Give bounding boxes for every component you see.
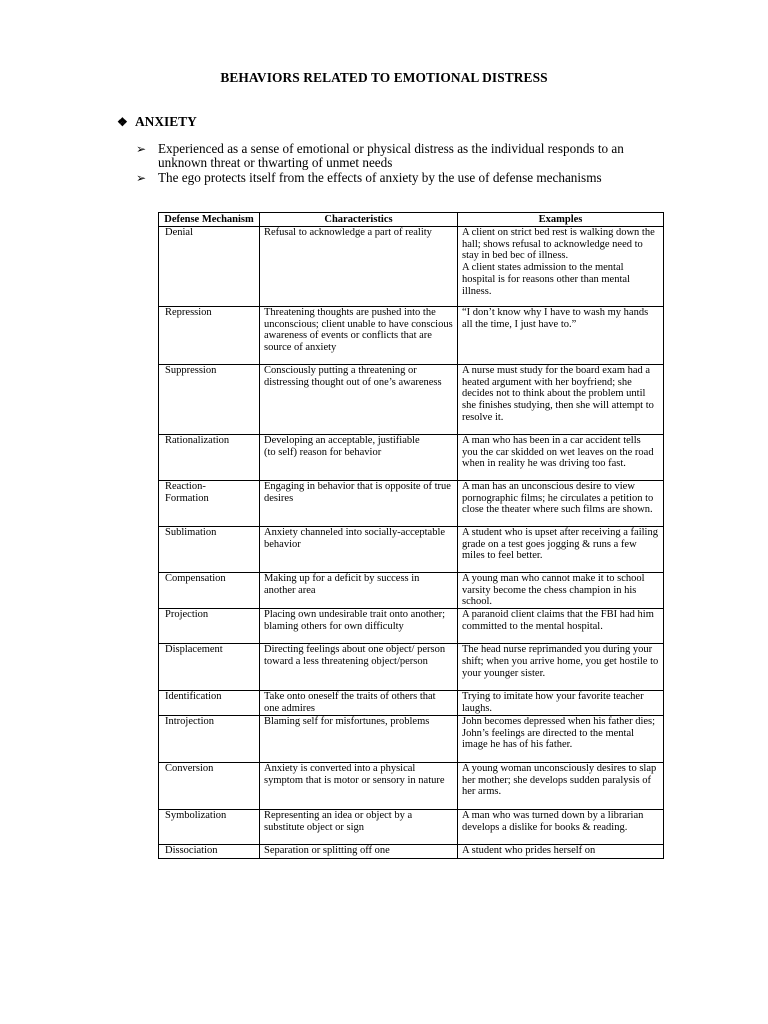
arrow-bullet-icon: ➢ — [136, 142, 147, 156]
header-defense-mechanism: Defense Mechanism — [159, 213, 260, 227]
bullet-item — [136, 142, 656, 171]
mechanism-cell: Introjection — [159, 715, 260, 762]
examples-cell: A young man who cannot make it to school varsity become the chess champion in his school. — [458, 572, 664, 608]
table-row — [159, 809, 664, 844]
table-row — [159, 844, 664, 858]
table-row — [159, 364, 664, 434]
mechanism-cell: Identification — [159, 691, 260, 716]
characteristics-cell: Separation or splitting off one — [260, 844, 458, 858]
mechanism-cell: Reaction- Formation — [159, 480, 260, 526]
examples-cell: A student who is upset after receiving a failing grade on a test goes jogging & runs a few miles to feel better. — [458, 526, 664, 572]
bullet-text: The ego protects itself from the effects of anxiety by the use of defense mechanisms — [158, 169, 602, 185]
mechanism-cell: Rationalization — [159, 434, 260, 480]
bullet-text: Experienced as a sense of emotional or physical distress as the individual responds to an unknown threat or thwarting of unmet needs — [158, 141, 624, 171]
examples-cell: A man has an unconscious desire to view pornographic films; he circulates a petition to close the theater where such films are shown. — [458, 480, 664, 526]
bullet-list — [136, 142, 656, 185]
characteristics-cell: Consciously putting a threatening or distressing thought out of one’s awareness — [260, 364, 458, 434]
table-row — [159, 762, 664, 809]
examples-cell: John becomes depressed when his father dies; John’s feelings are directed to the mental image he has of his father. — [458, 715, 664, 762]
section-heading — [117, 114, 197, 130]
table-header-row — [159, 213, 664, 227]
characteristics-cell: Directing feelings about one object/ person toward a less threatening object/person — [260, 644, 458, 691]
table-row — [159, 644, 664, 691]
table-row — [159, 434, 664, 480]
table-row — [159, 480, 664, 526]
arrow-bullet-icon: ➢ — [136, 170, 147, 185]
mechanism-cell: Projection — [159, 609, 260, 644]
characteristics-cell: Threatening thoughts are pushed into the unconscious; client unable to have conscious awareness of events or conflicts that are source of anxiety — [260, 306, 458, 364]
mechanism-cell: Repression — [159, 306, 260, 364]
diamond-bullet-icon: ❖ — [117, 115, 128, 129]
examples-cell: A paranoid client claims that the FBI had him committed to the mental hospital. — [458, 609, 664, 644]
characteristics-cell: Representing an idea or object by a substitute object or sign — [260, 809, 458, 844]
header-characteristics: Characteristics — [260, 213, 458, 227]
examples-cell: A man who has been in a car accident tells you the car skidded on wet leaves on the road when in reality he was driving too fast. — [458, 434, 664, 480]
defense-mechanism-table — [158, 212, 664, 859]
header-examples: Examples — [458, 213, 664, 227]
examples-cell: The head nurse reprimanded you during your shift; when you arrive home, you get hostile to your younger sister. — [458, 644, 664, 691]
table-row — [159, 572, 664, 608]
mechanism-cell: Compensation — [159, 572, 260, 608]
mechanism-cell: Sublimation — [159, 526, 260, 572]
characteristics-cell: Placing own undesirable trait onto another; blaming others for own difficulty — [260, 609, 458, 644]
examples-cell: A man who was turned down by a librarian develops a dislike for books & reading. — [458, 809, 664, 844]
characteristics-cell: Developing an acceptable, justifiable (to self) reason for behavior — [260, 434, 458, 480]
table-row — [159, 609, 664, 644]
table-row — [159, 306, 664, 364]
table-row — [159, 715, 664, 762]
examples-cell: A young woman unconsciously desires to slap her mother; she develops sudden paralysis of her arms. — [458, 762, 664, 809]
mechanism-cell: Suppression — [159, 364, 260, 434]
mechanism-cell: Denial — [159, 226, 260, 306]
characteristics-cell: Refusal to acknowledge a part of reality — [260, 226, 458, 306]
characteristics-cell: Engaging in behavior that is opposite of true desires — [260, 480, 458, 526]
mechanism-cell: Dissociation — [159, 844, 260, 858]
examples-cell: A client on strict bed rest is walking down the hall; shows refusal to acknowledge need to stay in bed bec of illness. A client states admission to the mental hospital is for reasons other than mental illness. — [458, 226, 664, 306]
mechanism-cell: Conversion — [159, 762, 260, 809]
mechanism-cell: Displacement — [159, 644, 260, 691]
characteristics-cell: Anxiety channeled into socially-acceptable behavior — [260, 526, 458, 572]
bullet-item — [136, 171, 656, 185]
section-heading-label: ANXIETY — [135, 114, 197, 129]
examples-cell: A student who prides herself on — [458, 844, 664, 858]
examples-cell: Trying to imitate how your favorite teacher laughs. — [458, 691, 664, 716]
mechanism-cell: Symbolization — [159, 809, 260, 844]
characteristics-cell: Anxiety is converted into a physical symptom that is motor or sensory in nature — [260, 762, 458, 809]
table-row — [159, 226, 664, 306]
document-title: BEHAVIORS RELATED TO EMOTIONAL DISTRESS — [220, 70, 548, 85]
characteristics-cell: Making up for a deficit by success in another area — [260, 572, 458, 608]
examples-cell: A nurse must study for the board exam had a heated argument with her boyfriend; she decides not to think about the problem until she finishes studying, then she will attempt to resolve it. — [458, 364, 664, 434]
table-row — [159, 691, 664, 716]
examples-cell: “I don’t know why I have to wash my hands all the time, I just have to.” — [458, 306, 664, 364]
characteristics-cell: Blaming self for misfortunes, problems — [260, 715, 458, 762]
table-row — [159, 526, 664, 572]
characteristics-cell: Take onto oneself the traits of others that one admires — [260, 691, 458, 716]
